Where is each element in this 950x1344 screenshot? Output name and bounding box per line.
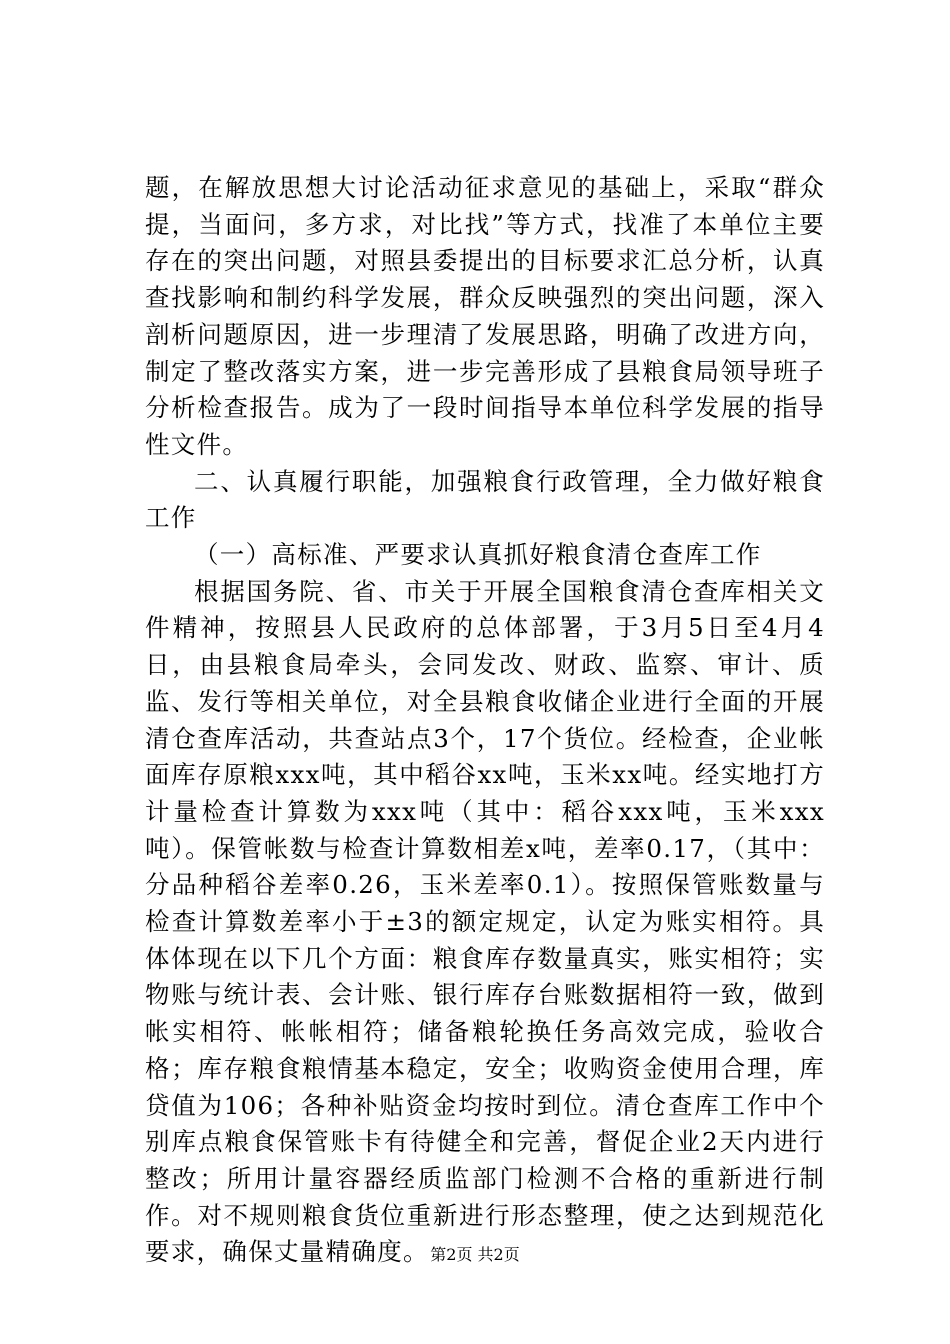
document-body <box>145 170 825 1271</box>
section-heading: 二、认真履行职能，加强粮食行政管理，全力做好粮食工作 <box>145 466 825 533</box>
subsection-heading: （一）高标准、严要求认真抓好粮食清仓查库工作 <box>194 540 762 570</box>
paragraph-continuation: 题，在解放思想大讨论活动征求意见的基础上，采取“群众提，当面问，多方求，对比找”等方式，找准了本单位主要存在的突出问题，对照县委提出的目标要求汇总分析，认真查找影响和制约科学发展，群众反映强烈的突出问题，深入剖析问题原因，进一步理清了发展思路，明确了改进方向，制定了整改落实方案，进一步完善形成了县粮食局领导班子分析检查报告。成为了一段时间指导本单位科学发展的指导性文件。 <box>145 173 825 459</box>
page-footer: 第2页 共2页 <box>430 1245 520 1264</box>
paragraph-body: 根据国务院、省、市关于开展全国粮食清仓查库相关文件精神，按照县人民政府的总体部署，于3月5日至4月4日，由县粮食局牵头，会同发改、财政、监察、审计、质监、发行等相关单位，对全县粮食收储企业进行全面的开展清仓查库活动，共查站点3个，17个货位。经检查，企业帐面库存原粮xxx吨，其中稻谷xx吨，玉米xx吨。经实地打方计量检查计算数为xxx吨（其中：稻谷xxx吨，玉米xxx吨）。保管帐数与检查计算数相差x吨，差率0.17，（其中：分品种稻谷差率0.26，玉米差率0.1）。按照保管账数量与检查计算数差率小于±3的额定规定，认定为账实相符。具体体现在以下几个方面：粮食库存数量真实，账实相符；实物账与统计表、会计账、银行库存台账数据相符一致，做到帐实相符、帐帐相符；储备粮轮换任务高效完成，验收合格；库存粮食粮情基本稳定，安全；收购资金使用合理，库贷值为106；各种补贴资金均按时到位。清仓查库工作中个别库点粮食保管账卡有待健全和完善，督促企业2天内进行整改；所用计量容器经质监部门检测不合格的重新进行制作。对不规则粮食货位重新进行形态整理，使之达到规范化要求，确保丈量精确度。 <box>145 576 825 1267</box>
